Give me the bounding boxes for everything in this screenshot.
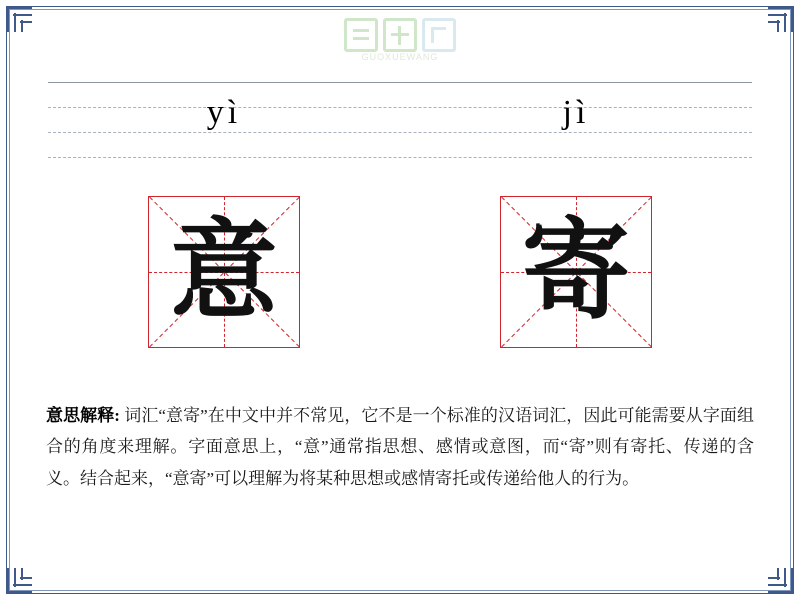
explanation-paragraph <box>46 400 754 494</box>
pinyin-text-yi: yì <box>206 94 242 131</box>
corner-ornament-top-left <box>6 6 32 32</box>
pinyin-cell-2 <box>400 82 752 158</box>
corner-ornament-bottom-right <box>768 568 794 594</box>
pinyin-cell-1 <box>48 82 400 158</box>
watermark-text: GUOXUEWANG <box>361 52 439 62</box>
corner-ornament-top-right <box>768 6 794 32</box>
character-grid-row <box>48 196 752 362</box>
hanzi-character-ji: 寄 <box>521 209 630 334</box>
pinyin-text-ji: jì <box>562 94 590 131</box>
corner-ornament-bottom-left <box>6 568 32 594</box>
character-cell-1 <box>48 196 400 362</box>
character-cell-2 <box>400 196 752 362</box>
explanation-text: 词汇“意寄”在中文中并不常见，它不是一个标准的汉语词汇，因此可能需要从字面组合的角度来理解。字面意思上，“意”通常指思想、感情或意图，而“寄”则有寄托、传递的含义。结合起来，“意寄”可以理解为将某种思想或感情寄托或传递给他人的行为。 <box>46 406 754 488</box>
hanzi-character-yi: 意 <box>169 209 278 334</box>
tianzige-grid-1 <box>148 196 300 348</box>
pinyin-row <box>48 82 752 158</box>
tianzige-grid-2 <box>500 196 652 348</box>
explanation-label: 意思解释: <box>46 406 120 425</box>
